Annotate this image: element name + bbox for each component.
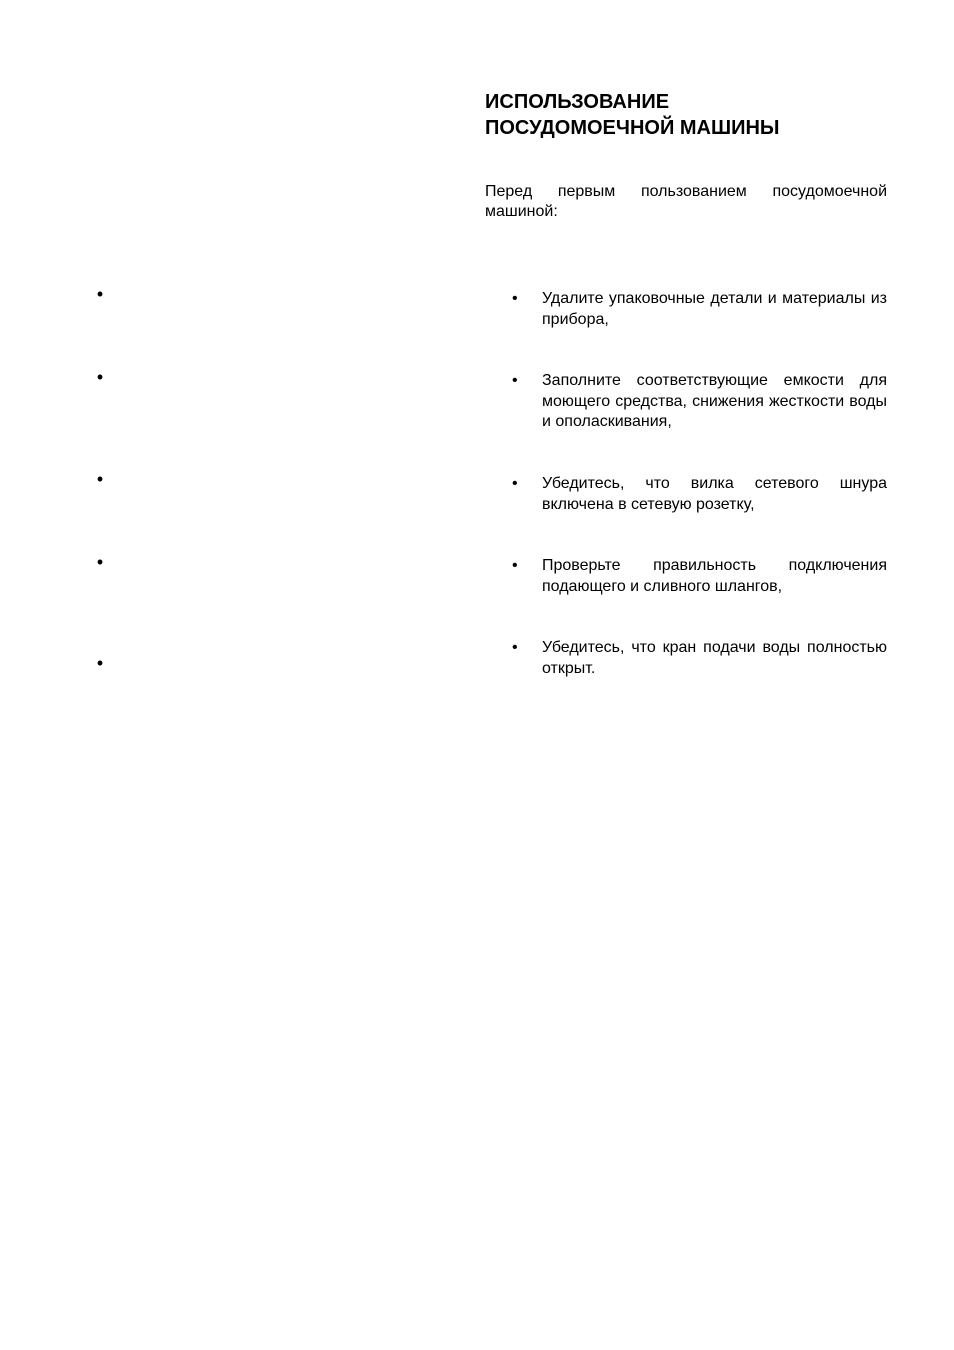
list-item-text: Убедитесь, что вилка сетевого шнура включена в сетевую розетку, (542, 475, 887, 513)
list-item (485, 556, 887, 597)
left-bullet: • (96, 469, 104, 489)
left-bullet: • (96, 367, 104, 387)
left-bullet: • (96, 552, 104, 572)
left-bullet: • (96, 284, 104, 304)
list-item (485, 371, 887, 433)
list-item-text: Убедитесь, что кран подачи воды полностью открыт. (542, 639, 887, 677)
list-item-text: Проверьте правильность подключения подающего и сливного шлангов, (542, 557, 887, 595)
intro-paragraph: Перед первым пользованием посудомоечной машиной: (485, 183, 887, 220)
list-item (485, 289, 887, 330)
list-item-text: Заполните соответствующие емкости для моющего средства, снижения жесткости воды и ополаскивания, (542, 372, 887, 430)
bullet-icon: • (512, 475, 518, 492)
section-heading (485, 89, 905, 141)
heading-line-1: ИСПОЛЬЗОВАНИЕ (485, 91, 670, 113)
bullet-icon: • (512, 557, 518, 574)
left-bullet: • (96, 653, 104, 673)
bullet-icon: • (512, 372, 518, 389)
list-item (485, 638, 887, 679)
list-item-text: Удалите упаковочные детали и материалы из прибора, (542, 290, 887, 328)
list-item (485, 474, 887, 515)
heading-line-2: ПОСУДОМОЕЧНОЙ МАШИНЫ (485, 117, 780, 139)
bullet-icon: • (512, 639, 518, 656)
bullet-icon: • (512, 290, 518, 307)
